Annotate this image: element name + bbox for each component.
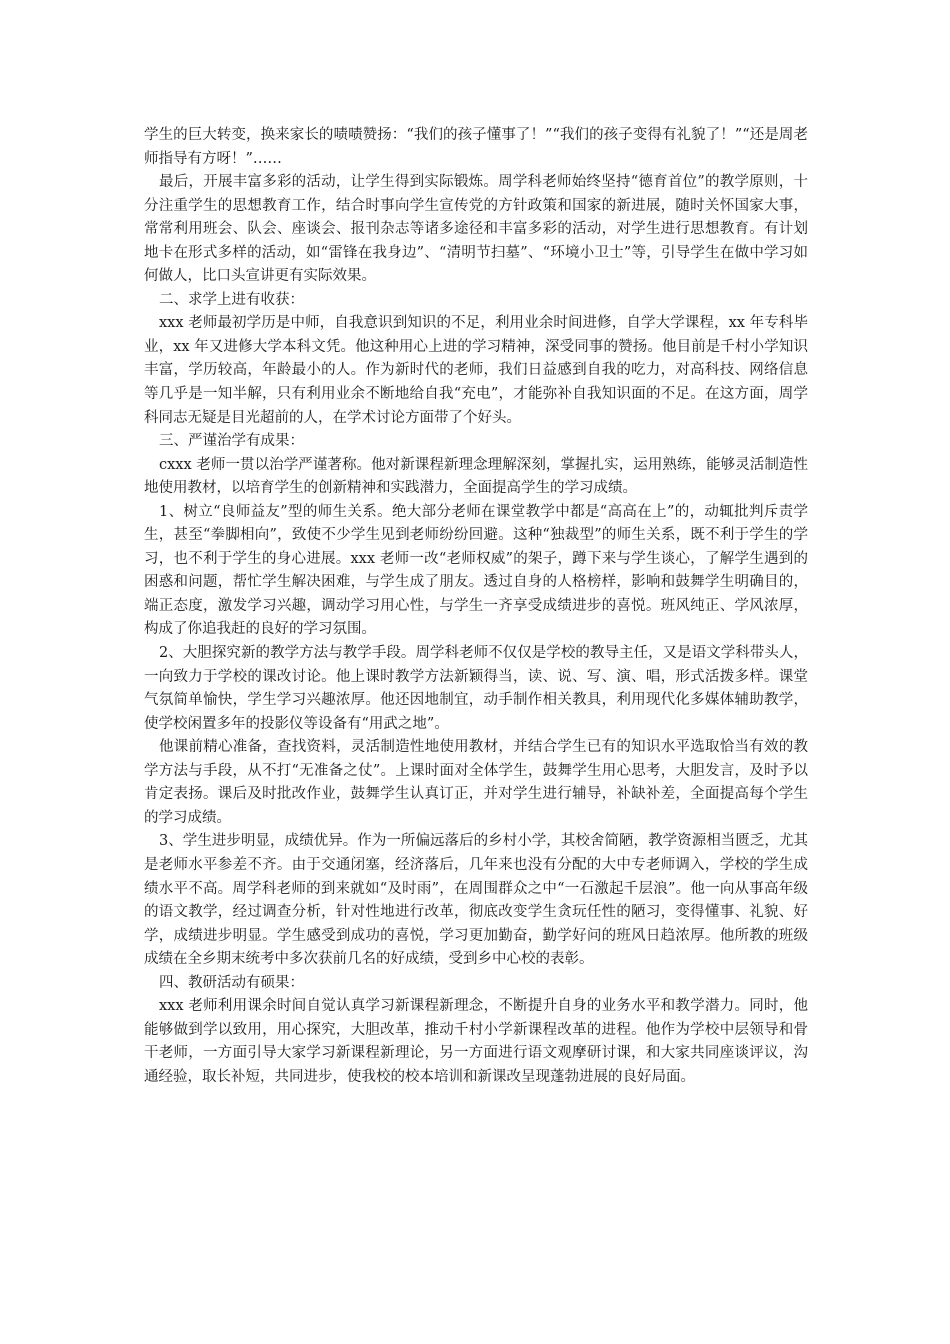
paragraph-activities: 最后，开展丰富多彩的活动，让学生得到实际锻炼。周学科老师始终坚持“德育首位”的教学原则，十分注重学生的思想教育工作，结合时事向学生宣传党的方针政策和国家的新进展，随时关怀国家大事，常常利用班会、队会、座谈会、报刊杂志等诸多途径和丰富多彩的活动，对学生进行思想教育。有计划地卡在形式多样的活动，如“雷锋在我身边”、“清明节扫墓”、“环境小卫士”等，引导学生在做中学习如何做人，比口头宣讲更有实际效果。 (144, 174, 808, 285)
paragraph-preparation: 他课前精心准备，查找资料，灵活制造性地使用教材，并结合学生已有的知识水平选取恰当有效的教学方法与手段，从不打“无准备之仗”。上课时面对全体学生，鼓舞学生用心思考，大胆发言，及时予以肯定表扬。课后及时批改作业，鼓舞学生认真订正，并对学生进行辅导，补缺补差，全面提高每个学生的学习成绩。 (144, 739, 808, 826)
paragraph-study: xxx 老师最初学历是中师，自我意识到知识的不足，利用业余时间进修，自学大学课程，xx 年专科毕业，xx 年又进修大学本科文凭。他这种用心上进的学习精神，深受同事的赞扬。他目前是千村小学知识丰富，学历较高，年龄最小的人。作为新时代的老师，我们日益感到自我的吃力，对高科技、网络信息等几乎是一知半解，只有利用业余不断地给自我“充电”，才能弥补自我知识面的不足。在这方面，周学科同志无疑是目光超前的人，在学术讨论方面带了个好头。 (144, 315, 808, 426)
paragraph-continuation: 学生的巨大转变，换来家长的啧啧赞扬：“我们的孩子懂事了！”“我们的孩子变得有礼貌了！”“还是周老师指导有方呀！”…… (144, 127, 808, 167)
section-heading-2: 二、求学上进有收获： (159, 291, 304, 308)
section-heading-3: 三、严谨治学有成果： (159, 433, 304, 450)
paragraph-rigorous: cxxx 老师一贯以治学严谨著称。他对新课程新理念理解深刻，掌握扎实，运用熟练，能够灵活制造性地使用教材，以培育学生的创新精神和实践潜力，全面提高学生的学习成绩。 (144, 456, 808, 497)
paragraph-item-2: 2、大胆探究新的教学方法与教学手段。周学科老师不仅仅是学校的教导主任，又是语文学科带头人，一向致力于学校的课改讨论。他上课时教学方法新颖得当，读、说、写、演、唱，形式活拨多样。课堂气氛简单愉快，学生学习兴趣浓厚。他还因地制宜，动手制作相关教具，利用现代化多媒体辅助教学，使学校闲置多年的投影仪等设备有“用武之地”。 (144, 645, 808, 732)
paragraph-research: xxx 老师利用课余时间自觉认真学习新课程新理念，不断提升自身的业务水平和教学潜力。同时，他能够做到学以致用，用心探究，大胆改革，推动千村小学新课程改革的进程。他作为学校中层领导和骨干老师，一方面引导大家学习新课程新理论，另一方面进行语文观摩研讨课，和大家共同座谈评议，沟通经验，取长补短，共同进步，使我校的校本培训和新课改呈现蓬勃进展的良好局面。 (144, 998, 808, 1085)
section-heading-4: 四、教研活动有硕果： (159, 974, 304, 991)
paragraph-item-1: 1、树立“良师益友”型的师生关系。绝大部分老师在课堂教学中都是“高高在上”的，动辄批判斥责学生，甚至“拳脚相向”，致使不少学生见到老师纷纷回避。这种“独裁型”的师生关系，既不利于学生的学习，也不利于学生的身心进展。xxx 老师一改“老师权威”的架子，蹲下来与学生谈心，了解学生遇到的困惑和问题，帮忙学生解决困难，与学生成了朋友。透过自身的人格榜样，影响和鼓舞学生明确目的，端正态度，激发学习兴趣，调动学习用心性，与学生一齐享受成绩进步的喜悦。班风纯正、学风浓厚，构成了你追我赶的良好的学习氛围。 (144, 503, 808, 638)
paragraph-item-3: 3、学生进步明显，成绩优异。作为一所偏远落后的乡村小学，其校舍简陋，教学资源相当匮乏，尤其是老师水平参差不齐。由于交通闭塞，经济落后，几年来也没有分配的大中专老师调入，学校的学生成绩水平不高。周学科老师的到来就如“及时雨”，在周围群众之中“一石激起千层浪”。他一向从事高年级的语文教学，经过调查分析，针对性地进行改革，彻底改变学生贪玩任性的陋习，变得懂事、礼貌、好学，成绩进步明显。学生感受到成功的喜悦，学习更加勤奋，勤学好问的班风日趋浓厚。他所教的班级成绩在全乡期末统考中多次获前几名的好成绩，受到乡中心校的表彰。 (144, 833, 808, 968)
document-body (144, 124, 808, 1089)
